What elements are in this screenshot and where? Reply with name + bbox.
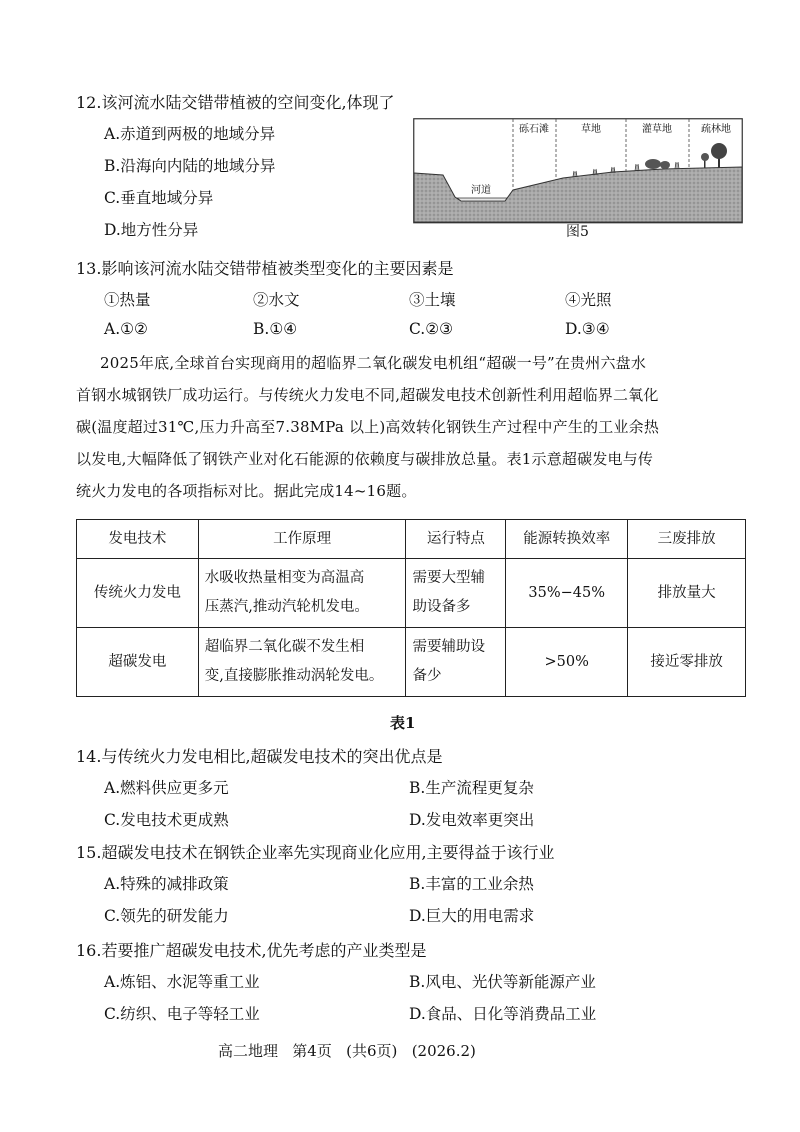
table-1-comparison xyxy=(76,519,746,697)
table-header-cell: 能源转换效率 xyxy=(506,520,628,559)
q13-factor-4: ④光照 xyxy=(565,291,612,309)
q15-option-d[interactable]: D.巨大的用电需求 xyxy=(409,907,535,925)
q14-option-b[interactable]: B.生产流程更复杂 xyxy=(409,779,534,797)
feature-line: 备少 xyxy=(412,668,442,684)
principle-line: 压蒸汽,推动汽轮机发电。 xyxy=(204,599,369,615)
q14-option-d[interactable]: D.发电效率更突出 xyxy=(409,811,535,829)
table-header-cell: 运行特点 xyxy=(406,520,506,559)
figure-5-riparian-profile xyxy=(413,118,743,230)
q16-option-d[interactable]: D.食品、日化等消费品工业 xyxy=(409,1005,597,1023)
q12-option-d[interactable]: D.地方性分异 xyxy=(104,221,199,239)
zone-label: 草地 xyxy=(581,124,601,135)
table-header-cell: 工作原理 xyxy=(198,520,406,559)
table-row xyxy=(77,559,746,628)
q13-option-b[interactable]: B.①④ xyxy=(253,320,298,338)
q13-factor-2: ②水文 xyxy=(253,291,300,309)
efficiency-cell: 35%−45% xyxy=(506,559,628,628)
q16-option-c[interactable]: C.纺织、电子等轻工业 xyxy=(104,1005,260,1023)
question-13-stem: 13.影响该河流水陆交错带植被类型变化的主要因素是 xyxy=(76,259,454,278)
feature-line: 助设备多 xyxy=(412,599,471,615)
page-footer: 高二地理 第4页 (共6页) (2026.2) xyxy=(218,1042,476,1060)
principle-cell xyxy=(198,628,406,697)
efficiency-cell: >50% xyxy=(506,628,628,697)
river-channel xyxy=(457,198,507,201)
q14-option-c[interactable]: C.发电技术更成熟 xyxy=(104,811,229,829)
table-caption: 表1 xyxy=(390,714,416,732)
q16-option-b[interactable]: B.风电、光伏等新能源产业 xyxy=(409,973,596,991)
passage-line: 统火力发电的各项指标对比。据此完成14~16题。 xyxy=(76,482,417,500)
emission-cell: 排放量大 xyxy=(628,559,746,628)
zone-label: 砾石滩 xyxy=(519,124,549,135)
table-header-cell: 三废排放 xyxy=(628,520,746,559)
q16-option-a[interactable]: A.炼铝、水泥等重工业 xyxy=(104,973,260,991)
q13-option-c[interactable]: C.②③ xyxy=(409,320,454,338)
tech-cell: 传统火力发电 xyxy=(77,559,199,628)
q12-option-b[interactable]: B.沿海向内陆的地域分异 xyxy=(104,157,276,175)
q13-option-d[interactable]: D.③④ xyxy=(565,320,610,338)
river-label: 河道 xyxy=(471,185,491,196)
principle-line: 水吸收热量相变为高温高 xyxy=(204,570,365,586)
passage-line: 首钢水城钢铁厂成功运行。与传统火力发电不同,超碳发电技术创新性利用超临界二氧化 xyxy=(76,386,659,404)
q13-factor-3: ③土壤 xyxy=(409,291,456,309)
question-16-stem: 16.若要推广超碳发电技术,优先考虑的产业类型是 xyxy=(76,941,427,960)
figure-caption: 图5 xyxy=(566,224,589,240)
question-12-stem: 12.该河流水陆交错带植被的空间变化,体现了 xyxy=(76,93,395,112)
tech-cell: 超碳发电 xyxy=(77,628,199,697)
q13-factor-1: ①热量 xyxy=(104,291,151,309)
q12-option-a[interactable]: A.赤道到两极的地域分异 xyxy=(104,125,276,143)
passage-line: 2025年底,全球首台实现商用的超临界二氧化碳发电机组“超碳一号”在贵州六盘水 xyxy=(100,354,647,372)
q12-option-c[interactable]: C.垂直地域分异 xyxy=(104,189,214,207)
passage-line: 以发电,大幅降低了钢铁产业对化石能源的依赖度与碳排放总量。表1示意超碳发电与传 xyxy=(76,450,654,468)
feature-line: 需要辅助设 xyxy=(412,639,485,655)
table-header-row xyxy=(77,520,746,559)
q15-option-c[interactable]: C.领先的研发能力 xyxy=(104,907,229,925)
q15-option-b[interactable]: B.丰富的工业余热 xyxy=(409,875,534,893)
question-15-stem: 15.超碳发电技术在钢铁企业率先实现商业化应用,主要得益于该行业 xyxy=(76,843,555,862)
principle-line: 变,直接膨胀推动涡轮发电。 xyxy=(204,668,384,684)
zone-label: 灌草地 xyxy=(642,124,672,135)
q15-option-a[interactable]: A.特殊的减排政策 xyxy=(104,875,229,893)
emission-cell: 接近零排放 xyxy=(628,628,746,697)
q13-option-a[interactable]: A.①② xyxy=(104,320,148,338)
zone-label: 疏林地 xyxy=(701,124,731,135)
table-header-cell: 发电技术 xyxy=(77,520,199,559)
principle-cell xyxy=(198,559,406,628)
feature-cell xyxy=(406,628,506,697)
principle-line: 超临界二氧化碳不发生相 xyxy=(204,639,365,655)
feature-line: 需要大型辅 xyxy=(412,570,485,586)
q14-option-a[interactable]: A.燃料供应更多元 xyxy=(104,779,229,797)
feature-cell xyxy=(406,559,506,628)
table-row xyxy=(77,628,746,697)
question-14-stem: 14.与传统火力发电相比,超碳发电技术的突出优点是 xyxy=(76,747,443,766)
passage-line: 碳(温度超过31℃,压力升高至7.38MPa 以上)高效转化钢铁生产过程中产生的工业余热 xyxy=(76,418,660,436)
